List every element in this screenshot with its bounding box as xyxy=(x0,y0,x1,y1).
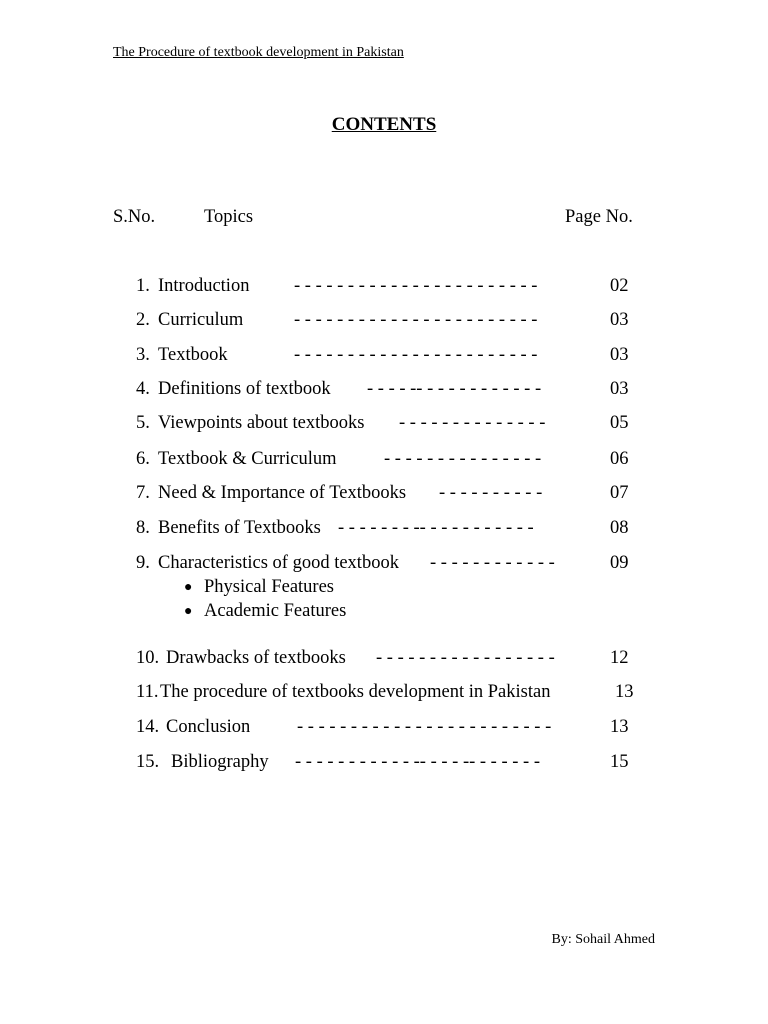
toc-entry-number: 14. xyxy=(136,717,160,737)
toc-leader-dashes: - - - - - - - - - - xyxy=(439,483,543,503)
toc-entry-number: 3. xyxy=(136,345,150,365)
column-header-sno: S.No. xyxy=(113,207,156,227)
toc-entry-page: 13 xyxy=(615,682,634,702)
page-title: CONTENTS xyxy=(331,114,437,135)
toc-leader-dashes: - - - - - - - -- - - - - - - - - - - xyxy=(338,518,534,538)
toc-entry-label: Need & Importance of Textbooks xyxy=(158,483,407,503)
toc-entry-number: 10. xyxy=(136,648,160,668)
bullet-icon: ● xyxy=(184,580,193,595)
toc-entry-number: 8. xyxy=(136,518,150,538)
toc-entry-page: 09 xyxy=(610,553,629,573)
toc-leader-dashes: - - - - - - - - - - - - - - - - - - - - - - - xyxy=(294,276,538,296)
toc-entry-label: Benefits of Textbooks xyxy=(158,518,321,538)
toc-leader-dashes: - - - - - - - - - - - -- - - - -- - - - - - - xyxy=(295,752,540,772)
toc-entry-label: Characteristics of good textbook xyxy=(158,553,399,573)
toc-entry-label: Bibliography xyxy=(171,752,269,772)
toc-entry-page: 03 xyxy=(610,310,629,330)
column-header-topics: Topics xyxy=(204,207,254,227)
toc-subitem-label: Academic Features xyxy=(204,601,347,621)
toc-entry-label: Conclusion xyxy=(166,717,251,737)
toc-entry-number: 11. xyxy=(136,682,159,702)
running-header: The Procedure of textbook development in Pakistan xyxy=(113,45,404,60)
toc-leader-dashes: - - - - - - - - - - - - - - - - - - - - - - - xyxy=(294,310,538,330)
toc-entry-page: 05 xyxy=(610,413,629,433)
toc-entry-label: Introduction xyxy=(158,276,250,296)
toc-entry-number: 9. xyxy=(136,553,150,573)
column-header-page: Page No. xyxy=(565,207,633,227)
toc-entry-page: 02 xyxy=(610,276,629,296)
toc-leader-dashes: - - - - - - - - - - - - - - - - - - - - - - - xyxy=(294,345,538,365)
toc-entry-label: Curriculum xyxy=(158,310,244,330)
toc-leader-dashes: - - - - - - - - - - - - xyxy=(430,553,555,573)
toc-entry-page: 12 xyxy=(610,648,629,668)
toc-entry-label: Drawbacks of textbooks xyxy=(166,648,346,668)
toc-entry-label: Textbook & Curriculum xyxy=(158,449,337,469)
toc-entry-label: The procedure of textbooks development in Pakistan xyxy=(160,682,551,702)
toc-entry-number: 1. xyxy=(136,276,150,296)
toc-leader-dashes: - - - - - - - - - - - - - - - - - xyxy=(376,648,555,668)
toc-entry-number: 6. xyxy=(136,449,150,469)
toc-leader-dashes: - - - - - - - - - - - - - - - xyxy=(384,449,542,469)
toc-leader-dashes: - - - - - - - - - - - - - - xyxy=(399,413,546,433)
toc-entry-page: 03 xyxy=(610,345,629,365)
toc-leader-dashes: - - - - -- - - - - - - - - - - - xyxy=(367,379,542,399)
toc-entry-label: Viewpoints about textbooks xyxy=(158,413,365,433)
toc-entry-page: 06 xyxy=(610,449,629,469)
toc-entry-page: 07 xyxy=(610,483,629,503)
toc-entry-page: 15 xyxy=(610,752,629,772)
toc-entry-label: Textbook xyxy=(158,345,228,365)
toc-entry-number: 2. xyxy=(136,310,150,330)
toc-entry-page: 03 xyxy=(610,379,629,399)
toc-entry-page: 08 xyxy=(610,518,629,538)
toc-entry-page: 13 xyxy=(610,717,629,737)
toc-entry-number: 7. xyxy=(136,483,150,503)
toc-entry-number: 5. xyxy=(136,413,150,433)
toc-entry-number: 15. xyxy=(136,752,160,772)
author-credit: By: Sohail Ahmed xyxy=(551,932,655,947)
toc-entry-number: 4. xyxy=(136,379,150,399)
toc-subitem-label: Physical Features xyxy=(204,577,334,597)
toc-leader-dashes: - - - - - - - - - - - - - - - - - - - - - - - - xyxy=(297,717,552,737)
bullet-icon: ● xyxy=(184,604,193,619)
toc-entry-label: Definitions of textbook xyxy=(158,379,331,399)
